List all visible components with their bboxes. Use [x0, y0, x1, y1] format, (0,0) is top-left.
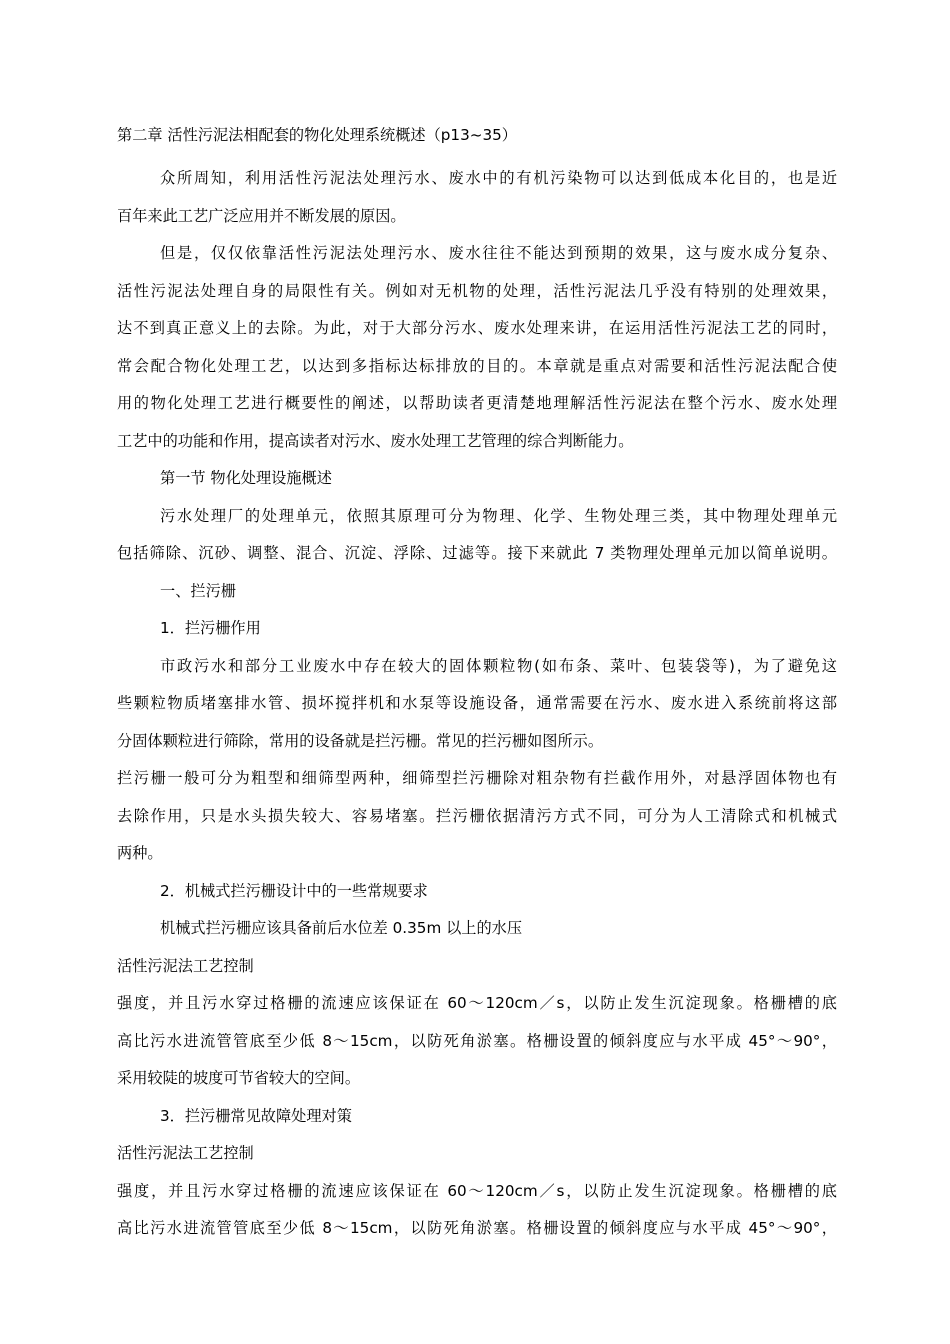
paragraph-line: 但是，仅仅依靠活性污泥法处理污水、废水往往不能达到预期的效果，这与废水成分复杂、: [160, 244, 837, 262]
paragraph-line: 高比污水进流管管底至少低 8～15cm，以防死角淤塞。格栅设置的倾斜度应与水平成 45°～90°，: [117, 1219, 837, 1237]
paragraph-line: 污水处理厂的处理单元，依照其原理可分为物理、化学、生物处理三类，其中物理处理单元: [160, 506, 837, 525]
item-title: 3．拦污栅常见故障处理对策: [160, 1106, 352, 1125]
item-title: 1．拦污栅作用: [160, 619, 261, 637]
chapter-title: 第二章 活性污泥法相配套的物化处理系统概述（p13~35）: [117, 126, 517, 144]
paragraph-line: 高比污水进流管管底至少低 8～15cm，以防死角淤塞。格栅设置的倾斜度应与水平成 45°～90°，: [117, 1031, 837, 1050]
paragraph-line: 包括筛除、沉砂、调整、混合、沉淀、浮除、过滤等。接下来就此 7 类物理处理单元加以简单说明。: [117, 544, 837, 562]
paragraph-line: 强度，并且污水穿过格栅的流速应该保证在 60～120cm／s，以防止发生沉淀现象。格栅槽的底: [117, 994, 837, 1012]
paragraph-line: 两种。: [117, 844, 163, 862]
item-title: 2．机械式拦污栅设计中的一些常规要求: [160, 881, 428, 900]
paragraph-line: 些颗粒物质堵塞排水管、损坏搅拌机和水泵等设施设备，通常需要在污水、废水进入系统前将这部: [117, 694, 837, 712]
paragraph-line: 常会配合物化处理工艺，以达到多指标达标排放的目的。本章就是重点对需要和活性污泥法配合使: [117, 356, 837, 375]
document-body: [117, 122, 837, 1248]
paragraph-line: 众所周知，利用活性污泥法处理污水、废水中的有机污染物可以达到低成本化目的，也是近: [160, 169, 837, 187]
paragraph-line: 机械式拦污栅应该具备前后水位差 0.35m 以上的水压: [160, 919, 523, 937]
paragraph-line: 达不到真正意义上的去除。为此，对于大部分污水、废水处理来讲，在运用活性污泥法工艺的同时，: [117, 319, 837, 337]
paragraph-line: 分固体颗粒进行筛除，常用的设备就是拦污栅。常见的拦污栅如图所示。: [117, 731, 603, 750]
paragraph-line: 工艺中的功能和作用，提高读者对污水、废水处理工艺管理的综合判断能力。: [117, 431, 634, 450]
subsection-title: 一、拦污栅: [160, 581, 236, 600]
running-header: 活性污泥法工艺控制: [117, 956, 254, 975]
paragraph-line: 百年来此工艺广泛应用并不断发展的原因。: [117, 206, 406, 225]
paragraph-line: 活性污泥法处理自身的局限性有关。例如对无机物的处理，活性污泥法几乎没有特别的处理效果，: [117, 281, 837, 300]
paragraph-line: 强度，并且污水穿过格栅的流速应该保证在 60～120cm／s，以防止发生沉淀现象。格栅槽的底: [117, 1181, 837, 1200]
paragraph-line: 去除作用，只是水头损失较大、容易堵塞。拦污栅依据清污方式不同，可分为人工清除式和机械式: [117, 806, 837, 825]
paragraph-line: 拦污栅一般可分为粗型和细筛型两种，细筛型拦污栅除对粗杂物有拦截作用外，对悬浮固体物也有: [117, 769, 837, 787]
paragraph-line: 采用较陡的坡度可节省较大的空间。: [117, 1069, 360, 1087]
running-header: 活性污泥法工艺控制: [117, 1144, 254, 1162]
paragraph-line: 用的物化处理工艺进行概要性的阐述，以帮助读者更清楚地理解活性污泥法在整个污水、废水处理: [117, 394, 837, 412]
paragraph-line: 市政污水和部分工业废水中存在较大的固体颗粒物(如布条、菜叶、包装袋等)，为了避免这: [160, 656, 837, 675]
section-title: 第一节 物化处理设施概述: [160, 469, 332, 487]
